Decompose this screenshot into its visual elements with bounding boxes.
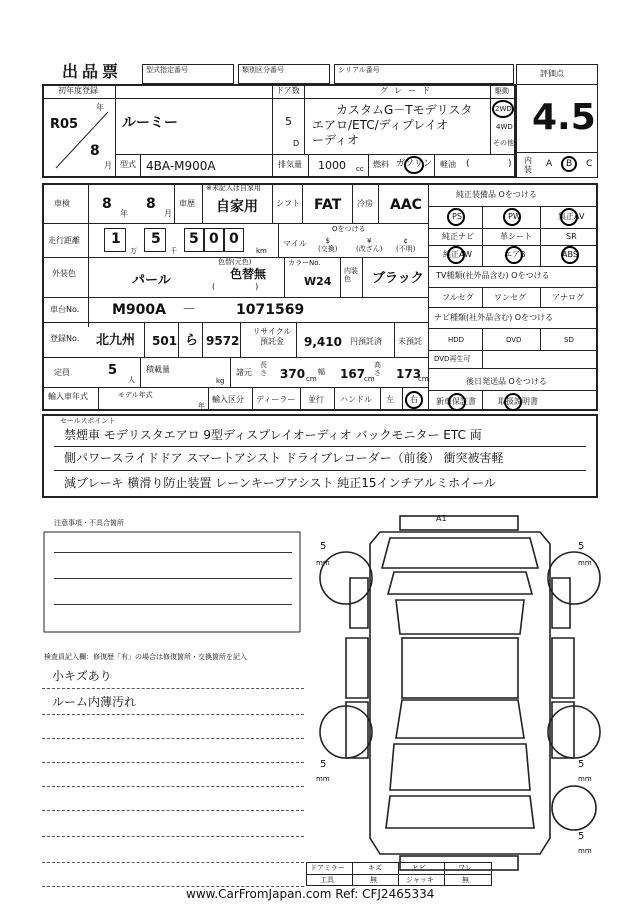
katashiki-label: 型式指定番号 (146, 66, 188, 74)
model-value: 4BA-M900A (146, 159, 216, 173)
legend-head-mirror: ドアミラー (310, 864, 345, 872)
reg-number: 9572 (206, 334, 240, 348)
interior-b-circle (561, 156, 577, 172)
serial-label: シリアル番号 (338, 66, 380, 74)
later-warranty: 新車保証書 (436, 397, 476, 406)
dvd-playback-label: DVD再生可 (434, 355, 471, 363)
width-value: 167 (340, 367, 366, 381)
diagram-a1: A1 (436, 514, 447, 523)
option-av: 集正AV (558, 212, 585, 221)
doors-label: ドア数 (276, 86, 300, 95)
recycle-unpaid: 未預託 (398, 337, 422, 346)
sales-line-3: 減ブレーキ 横滑り防止装置 レーンキープアシスト 純正15インチアルミホイール (64, 476, 496, 490)
shift-value: FAT (314, 197, 342, 213)
option-aw-circle (447, 246, 465, 264)
doors-value: 5 (285, 115, 292, 128)
ruibetsu-label: 類別区分番号 (242, 66, 284, 74)
note-line-2: ルーム内薄汚れ (52, 695, 137, 709)
option-abs: ABS (562, 250, 578, 259)
load-label: 積載量 (146, 365, 170, 374)
displacement-value: 1000 (318, 159, 346, 172)
interior-label: 内装 (524, 156, 532, 174)
chassis-prefix: M900A (112, 302, 166, 318)
legend-head-hibi: ヒビ (412, 864, 426, 872)
load-unit: kg (216, 377, 225, 385)
caution-label: 注意事項・不具合箇所 (54, 519, 124, 527)
option-abs-circle (561, 246, 579, 264)
tread-fr: 5 (578, 541, 585, 552)
length-unit: cm (306, 375, 317, 383)
grade-line-1: カスタムG－Tモデリスタ (336, 103, 473, 117)
legend-jack-value: 無 (462, 876, 469, 884)
length-label: 長さ (260, 361, 267, 377)
car-damage-diagram (310, 508, 610, 880)
tread-fl: 5 (320, 541, 327, 552)
repaint-value: 色替無 (230, 267, 267, 281)
option-ps: PS (452, 212, 462, 221)
recycle-label: リサイクル預託金 (252, 327, 292, 346)
width-label: 幅 (318, 368, 325, 376)
first-reg-label: 初年度登録 (58, 86, 98, 95)
meter-mod: ¥ (改ざん) (356, 237, 383, 254)
chassis-dash: － (182, 302, 196, 318)
legend-head-kizu: キズ (368, 864, 382, 872)
reg-area: 北九州 (96, 333, 136, 348)
inspector-label: 検査員記入欄：修復歴「有」の場合は修復箇所・交換箇所を記入 (44, 653, 247, 661)
import-label: 輸入車年式 (48, 392, 88, 401)
navi-dvd: DVD (506, 336, 522, 344)
light-oil-label: 軽油 (440, 160, 456, 169)
height-value: 173 (396, 367, 422, 381)
tv-oneseg: ワンセグ (494, 293, 526, 302)
model-year-label: モデル年式 (118, 391, 153, 399)
first-reg-year-unit: 年 (96, 103, 104, 112)
chassis-number: 1071569 (236, 302, 305, 318)
paren-right: ) (508, 159, 512, 169)
shaken-year: 8 (102, 196, 112, 212)
tv-analog: アナログ (552, 293, 584, 302)
capacity-value: 5 (108, 363, 118, 378)
option-navi: 純正ナビ (442, 232, 474, 241)
meter-unknown: ¢ (不明) (396, 237, 416, 254)
fuel-circle (404, 156, 424, 174)
mileage-digit-3: 5 (189, 231, 199, 247)
drive-4wd: 4WD (496, 123, 513, 131)
option-ps-circle (447, 208, 465, 226)
sheet-title: 出品票 (62, 62, 123, 81)
drive-2wd: 2WD (495, 105, 512, 113)
import-year-unit: 年 (198, 402, 205, 410)
mileage-digit-1: 1 (111, 231, 121, 247)
option-pw-circle (503, 208, 521, 226)
exterior-value: パール (132, 273, 171, 288)
tread-rl-unit: mm (316, 775, 330, 783)
tv-fullseg: フルセグ (442, 293, 474, 302)
shaken-label: 車検 (54, 199, 70, 208)
reg-kana: ら (185, 333, 199, 348)
meter-swap: $ (交換) (318, 237, 338, 254)
fuel-gasoline: ガソリン (396, 159, 433, 169)
grade-line-3: ーディオ (312, 133, 360, 147)
grade-label: グレード (380, 86, 436, 95)
tread-rr-unit: mm (578, 775, 592, 783)
shaken-year-unit: 年 (120, 209, 128, 218)
doors-suffix: D (293, 139, 300, 148)
import-div-label: 輸入区分 (212, 395, 244, 404)
repaint-paren: ( ) (212, 282, 259, 291)
handle-left: 左 (386, 395, 394, 404)
reg-label: 登録No. (50, 334, 80, 343)
color-no-value: W24 (304, 275, 332, 288)
later-manual-circle (504, 393, 522, 411)
drive-2wd-circle (492, 100, 514, 118)
ac-value: AAC (390, 197, 422, 213)
legend-tools-value: 無 (370, 876, 377, 884)
model-label: 型式 (120, 160, 136, 169)
interior-color-value: ブラック (372, 271, 424, 286)
option-sr: SR (566, 232, 577, 241)
option-av-circle (560, 208, 578, 226)
color-no-label: カラーNo. (288, 259, 321, 267)
history-label: 車歴 (179, 199, 195, 208)
mileage-man: 万 (130, 247, 137, 255)
later-warranty-circle (448, 393, 466, 411)
sales-line-2: 側パワースライドドア スマートアシスト ドライブレコーダー（前後） 衝突被害軽 (64, 451, 504, 465)
caution-bracket (40, 528, 304, 636)
capacity-label: 定員 (54, 368, 70, 377)
option-leather: 革シート (500, 232, 532, 241)
grade-line-2: エアロ/ETC/ディプレイオ (312, 118, 449, 132)
footer-watermark: www.CarFromJapan.com Ref: CFJ2465334 (186, 887, 435, 901)
score-value: 4.5 (532, 97, 596, 138)
legend-jack: ジャッキ (406, 876, 434, 884)
mileage-label: 走行距離 (48, 236, 80, 245)
reg-class: 501 (152, 334, 178, 348)
note-line-1: 小キズあり (52, 669, 112, 683)
navi-title: ナビ種類(社外品含む) Oをつける (434, 313, 554, 322)
fuel-label: 燃料 (373, 160, 389, 169)
navi-sd: SD (564, 336, 574, 344)
height-label: 高さ (374, 361, 381, 377)
handle-right: 右 (410, 395, 418, 404)
height-unit: cm (418, 375, 429, 383)
mileage-circle-note: Oをつける (332, 225, 366, 233)
handle-label: ハンドル (340, 395, 372, 404)
mileage-digit-4: 0 (209, 231, 219, 247)
mile-label: マイル (283, 239, 307, 248)
width-unit: cm (364, 375, 375, 383)
sales-label: セールスポイント (60, 417, 116, 425)
mileage-km: km (256, 247, 267, 255)
interior-c: C (586, 159, 593, 169)
car-name: ルーミー (122, 115, 178, 131)
history-value: 自家用 (216, 199, 258, 215)
option-airbag-circle (505, 246, 523, 264)
chassis-label: 車台No. (50, 305, 80, 314)
recycle-value: 9,410 (304, 335, 342, 349)
first-reg-era: R05 (50, 117, 79, 132)
mileage-digit-5: 0 (229, 231, 239, 247)
legend-head-ware: ワレ (458, 864, 472, 872)
option-pw: PW (508, 212, 521, 221)
first-reg-month-unit: 月 (104, 161, 112, 170)
tread-spare: 5 (578, 831, 585, 842)
shaken-month: 8 (146, 196, 156, 212)
capacity-unit: 人 (128, 376, 135, 384)
interior-a: A (546, 159, 553, 169)
tread-spare-unit: mm (578, 847, 592, 855)
drive-label: 駆動 (495, 87, 509, 95)
later-title: 後日発送品 Oをつける (466, 377, 547, 386)
recycle-unit: 円預託済 (350, 337, 382, 346)
handle-right-circle (405, 391, 423, 409)
paren-left: ( (466, 159, 470, 169)
navi-hdd: HDD (448, 336, 465, 344)
first-reg-slash (50, 108, 112, 172)
tread-fr-unit: mm (578, 559, 592, 567)
exterior-label: 外装色 (52, 269, 76, 278)
first-reg-month: 8 (90, 143, 100, 159)
displacement-unit: cc (356, 165, 364, 173)
mileage-sen: 千 (170, 247, 177, 255)
displacement-label: 排気量 (278, 160, 302, 169)
shift-label: シフト (276, 199, 300, 208)
tread-fl-unit: mm (316, 559, 330, 567)
option-airbag: エアB (504, 250, 526, 259)
tread-rl: 5 (320, 759, 327, 770)
options-title: 純正装備品 Oをつける (456, 190, 537, 199)
tread-rr: 5 (578, 759, 585, 770)
shaken-month-unit: 月 (164, 209, 172, 218)
import-dealer: ディーラー (256, 395, 296, 404)
repaint-label: 色替(元色) (218, 258, 252, 266)
interior-color-label: 内装色 (344, 267, 358, 284)
later-manual: 取扱説明書 (498, 397, 538, 406)
import-parallel: 並行 (308, 395, 324, 404)
score-label: 評価点 (540, 69, 564, 78)
legend-tools: 工具 (320, 876, 334, 884)
tv-title: TV種類(社外品含む) Oをつける (436, 271, 550, 280)
length-value: 370 (280, 367, 306, 381)
option-aw: 純正AW (443, 250, 472, 259)
sales-line-1: 禁煙車 モデリスタエアロ 9型ディスプレイオーディオ バックモニター ETC 両 (64, 428, 482, 442)
ac-label: 冷房 (357, 199, 373, 208)
interior-b: B (566, 159, 573, 169)
drive-other: その他 (493, 139, 514, 147)
dim-label: 諸元 (236, 368, 252, 377)
mileage-digit-2: 5 (151, 231, 161, 247)
history-note: ※未記入は自家用 (206, 184, 261, 192)
